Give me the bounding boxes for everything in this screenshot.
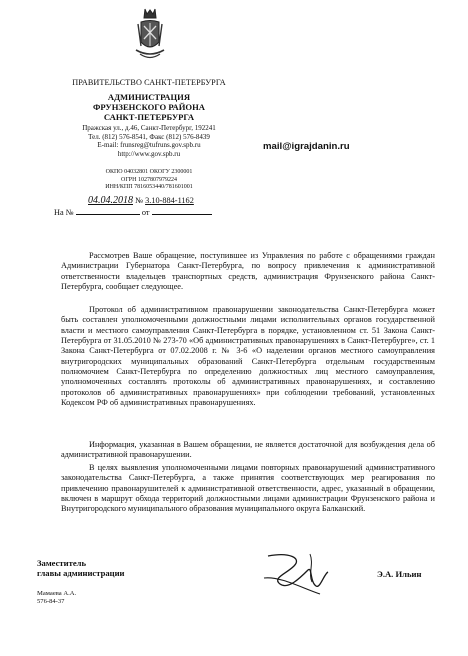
recipient-email: mail@igrajdanin.ru xyxy=(263,141,350,152)
email-line: E-mail: frunsreg@tufruns.gov.spb.ru xyxy=(97,141,201,150)
address-line: Пражская ул., д.46, Санкт-Петербург, 192241 xyxy=(82,124,216,132)
body-paragraph: Рассмотрев Ваше обращение, поступившее из Управления по работе с обращениями граждан Администрации Губернатора Санкт-Петербурга, по вопросу привлечения к административной ответственности владельцев транспортных средств, администрация Фрунзенского района Санкт-Петербурга, сообщает следующее. xyxy=(61,251,435,292)
reply-reference xyxy=(54,206,244,217)
number-sign: № xyxy=(135,196,143,205)
registry-codes: ОКПО 04032801 ОКОГУ 2300001 ОГРН 1027807979224 ИНН/КПП 7816053440/781601001 xyxy=(105,169,193,191)
outgoing-registration xyxy=(88,195,248,206)
reply-label: На № xyxy=(54,208,74,217)
executor-info xyxy=(37,590,76,606)
phone-line: Тел. (812) 576-8541, Факс (812) 576-8439 xyxy=(88,132,210,141)
coat-of-arms-emblem xyxy=(132,6,168,64)
government-title: ПРАВИТЕЛЬСТВО САНКТ-ПЕТЕРБУРГА xyxy=(72,78,226,87)
letter-date: 04.04.2018 xyxy=(88,195,133,206)
signatory-title: Заместитель главы администрации xyxy=(37,558,125,579)
website-line: http://www.gov.spb.ru xyxy=(117,149,181,158)
address-block xyxy=(56,124,242,158)
body-paragraph: Информация, указанная в Вашем обращении, не является достаточной для возбуждения дела об административной правонарушении. xyxy=(61,440,435,460)
administration-name: АДМИНИСТРАЦИЯ ФРУНЗЕНСКОГО РАЙОНА САНКТ-ПЕТЕРБУРГА xyxy=(93,92,205,122)
handwritten-signature xyxy=(250,548,350,600)
reply-date-blank xyxy=(152,206,212,215)
executor-phone: 576-84-37 xyxy=(37,598,65,606)
executor-name: Мамаева А.А. xyxy=(37,590,77,597)
from-label: от xyxy=(141,208,150,217)
letter-number: 3.10-884-1162 xyxy=(145,196,194,205)
signatory-name: Э.А. Ильин xyxy=(377,569,422,579)
reply-number-blank xyxy=(76,206,140,215)
body-paragraph: Протокол об административном правонарушении законодательства Санкт-Петербурга может быть составлен уполномоченными должностными лицами исполнительных органов государственной власти и местного самоуправления Санкт-Петербурга в порядке, установленном ст. 51 Закона Санкт-Петербурга от 31.05.2010 № 273-70 «Об административных правонарушениях в Санкт-Петербурге», ст. 1 Закона Санкт-Петербурга от 07.02.2008 г. № 3-6 «О наделении органов местного самоуправления внутригородских муниципальных образований Санкт-Петербурга отдельным государственным полномочием Санкт-Петербурга по определению должностных лиц местного самоуправления, уполномоченных составлять протоколы об административных правонарушениях, и составлению протоколов об административных правонарушениях» при соблюдении требований, установленных Кодексом РФ об административных правонарушениях. xyxy=(61,305,435,408)
body-paragraph: В целях выявления уполномоченными лицами повторных правонарушений административного законодательства Санкт-Петербурга, а также принятия соответствующих мер реагирования по привлечению правонарушителей к административной ответственности, адрес, указанный в обращении, включен в маршрут обхода территорий должностными лицами администрации Фрунзенского района и Внутригородского муниципального образования муниципального округа Балканский. xyxy=(61,463,435,514)
